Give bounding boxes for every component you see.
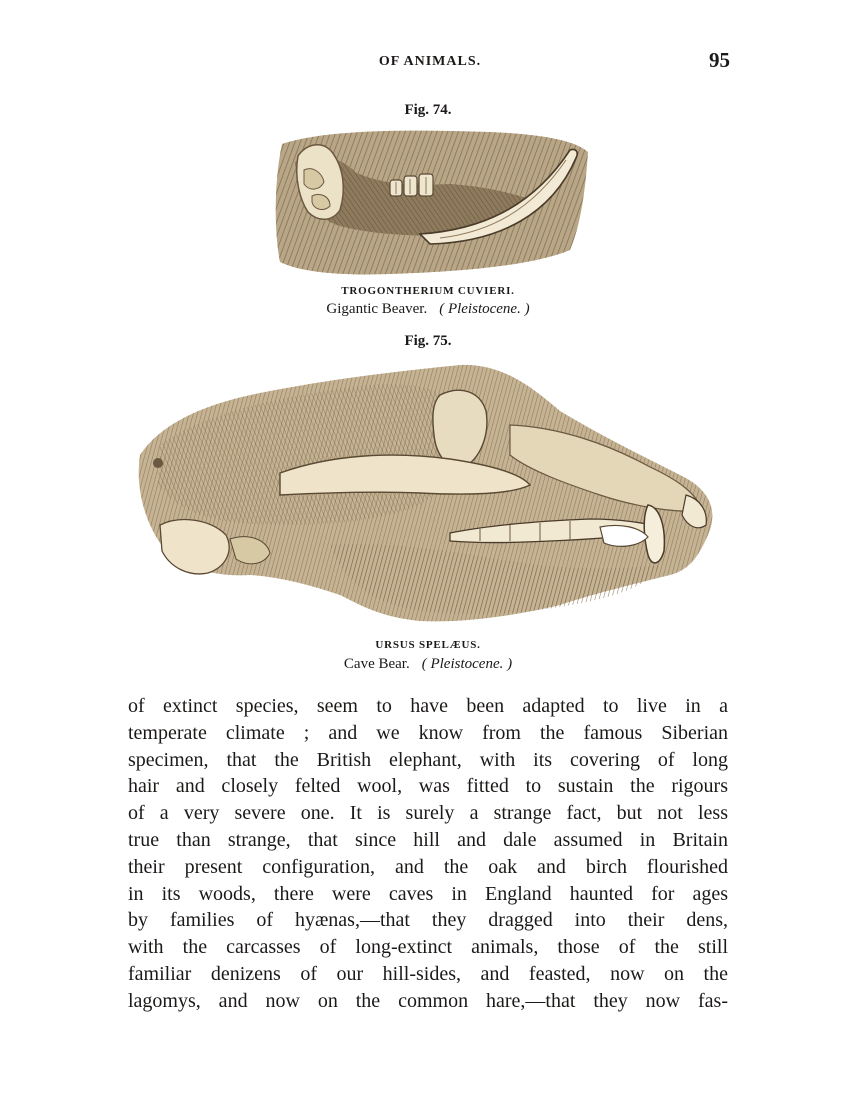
text-line: hair and closely felted wool, was fitted to sustain the rigours (128, 775, 728, 798)
text-line: with the carcasses of long-extinct animals, those of the still (128, 936, 728, 959)
cave-bear-skull-engraving (130, 355, 720, 630)
running-title: OF ANIMALS. (378, 54, 482, 69)
text-line: their present configuration, and the oak and birch flourished (128, 855, 728, 878)
text-line: familiar denizens of our hill-sides, and feasted, now on the (128, 962, 728, 985)
beaver-jaw-engraving (270, 122, 590, 282)
figure-74-era: ( Pleistocene. ) (439, 301, 530, 317)
page-number: 95 (709, 48, 730, 72)
text-line: in its woods, there were caves in England haunted for ages (128, 882, 728, 905)
text-line: by families of hyænas,—that they dragged into their dens, (128, 909, 728, 932)
text-line: true than strange, that since hill and dale assumed in Britain (128, 828, 728, 851)
figure-75-era: ( Pleistocene. ) (421, 656, 513, 672)
figure-74-label: Fig. 74. (404, 102, 452, 118)
text-line: temperate climate ; and we know from the famous Siberian (128, 721, 728, 744)
running-head (0, 48, 850, 76)
figure-75-label: Fig. 75. (404, 333, 452, 349)
text-line: lagomys, and now on the common hare,—that they now fas- (128, 989, 728, 1012)
figure-75-common-name: Cave Bear. (343, 656, 410, 672)
text-line: of extinct species, seem to have been adapted to live in a (128, 695, 728, 717)
text-line: specimen, that the British elephant, with its covering of long (128, 748, 728, 771)
figure-75-scientific-name: URSUS SPELÆUS. (375, 639, 481, 651)
figure-74-caption (228, 301, 628, 318)
text-line: of a very severe one. It is surely a strange fact, but not less (128, 802, 728, 825)
figure-74-common-name: Gigantic Beaver. (326, 301, 428, 317)
figure-75-caption (228, 656, 628, 673)
figure-74-scientific-name: TROGONTHERIUM CUVIERI. (341, 285, 515, 297)
body-text (128, 693, 728, 1015)
